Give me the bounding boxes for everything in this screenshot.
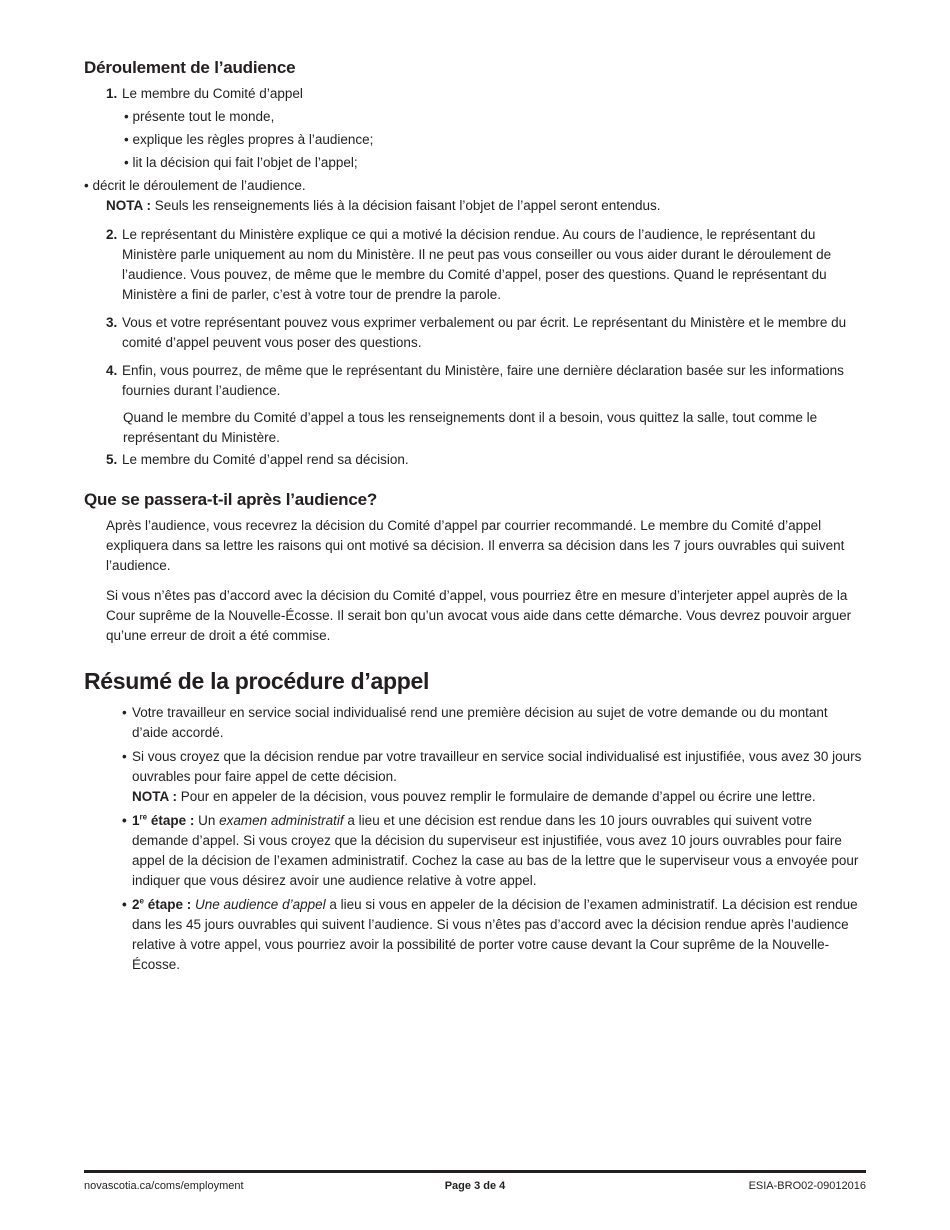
step-3-text: Vous et votre représentant pouvez vous exprimer verbalement ou par écrit. Le représentant du Ministère et le membre du comité d’appel peuvent vous poser des questions. xyxy=(122,315,847,350)
step-4 xyxy=(84,361,866,401)
nota-label: NOTA : xyxy=(106,198,151,213)
step-5 xyxy=(84,450,866,470)
summary-item-body xyxy=(132,811,866,891)
step-4-number: 4. xyxy=(106,363,118,378)
after-hearing-paragraph-2: Si vous n’êtes pas d’accord avec la décision du Comité d’appel, vous pourriez être en mesure d’interjeter appel auprès de la Cour suprême de la Nouvelle-Écosse. Il serait bon qu’un avocat vous aide dans cette démarche. Vous devrez pouvoir arguer qu’une erreur de droit a été commise. xyxy=(106,588,852,643)
page-content xyxy=(84,58,866,979)
step-3-number: 3. xyxy=(106,315,118,330)
step-1 xyxy=(84,84,866,104)
nota-text: Seuls les renseignements liés à la décision faisant l’objet de l’appel seront entendus. xyxy=(151,198,661,213)
step-label xyxy=(132,897,191,912)
step-5-number: 5. xyxy=(106,452,118,467)
summary-text-post: a lieu si vous en appeler de la décision de l’examen administratif. La décision est rendue dans les 45 jours ouvrables qui suivent l’audience. Si vous n’êtes pas d’accord avec la décision rendue après l’audience relative à votre appel, vous pourriez avoir la possibilité de porter votre cause devant la Cour suprême de la Nouvelle-Écosse. xyxy=(132,897,858,972)
step-3 xyxy=(84,313,866,353)
step-5-text: Le membre du Comité d’appel rend sa décision. xyxy=(122,452,409,467)
step-label-number: 1 xyxy=(132,813,140,828)
step-label-rest: étape : xyxy=(143,897,192,912)
step-1-bullet: • lit la décision qui fait l’objet de l’appel; xyxy=(124,155,358,170)
summary-text-pre: Un xyxy=(194,813,220,828)
step-label-suffix: e xyxy=(139,896,144,906)
summary-item xyxy=(84,895,866,975)
section-title-after-hearing: Que se passera-t-il après l’audience? xyxy=(84,490,378,509)
step-2-text: Le représentant du Ministère explique ce qui a motivé la décision rendue. Au cours de l’audience, le représentant du Ministère parle uniquement au nom du Ministère. Il ne peut pas vous conseiller ou vous aider durant le déroulement de l’audience. Vous pouvez, de même que le membre du Comité d’appel, poser des questions. Quand le représentant du Ministère a fini de parler, c’est à votre tour de prendre la parole. xyxy=(122,227,832,302)
section-title-hearing: Déroulement de l’audience xyxy=(84,58,296,77)
step-1-last-bullet: • décrit le déroulement de l’audience. xyxy=(84,178,306,193)
nota-text: Pour en appeler de la décision, vous pouvez remplir le formulaire de demande d’appel ou écrire une lettre. xyxy=(177,789,816,804)
summary-item-text: Si vous croyez que la décision rendue par votre travailleur en service social individualisé est injustifiée, vous avez 30 jours ouvrables pour faire appel de cette décision. xyxy=(132,749,862,784)
bullet-icon: • xyxy=(122,705,127,720)
step-label-rest: étape : xyxy=(147,813,195,828)
after-hearing-paragraph-1: Après l’audience, vous recevrez la décision du Comité d’appel par courrier recommandé. Le membre du Comité d’appel expliquera dans sa lettre les raisons qui ont motivé sa décision. Il enverra sa décision dans les 7 jours ouvrables qui suivent l’audience. xyxy=(106,518,845,573)
step-label-number: 2 xyxy=(132,897,140,912)
footer-divider xyxy=(84,1170,866,1173)
step-2-number: 2. xyxy=(106,227,118,242)
nota-label: NOTA : xyxy=(132,789,177,804)
footer-document-code: ESIA-BRO02-09012016 xyxy=(748,1180,866,1192)
step-4-extra: Quand le membre du Comité d’appel a tous les renseignements dont il a besoin, vous quittez la salle, tout comme le représentant du Ministère. xyxy=(123,410,818,445)
summary-item-body xyxy=(132,747,866,807)
step-label-suffix: re xyxy=(139,812,148,822)
summary-item xyxy=(84,747,866,807)
step-1-bullet: • explique les règles propres à l’audience; xyxy=(124,132,374,147)
footer-page-number: Page 3 de 4 xyxy=(444,1180,506,1192)
step-1-text: Le membre du Comité d’appel xyxy=(122,86,303,101)
bullet-icon: • xyxy=(122,749,127,764)
summary-text-post: a lieu et une décision est rendue dans les 10 jours ouvrables qui suivent votre demande d’appel. Si vous croyez que la décision du superviseur est injustifiée, vous avez 10 jours ouvrables pour faire appel de la décision de l’examen administratif. Cochez la case au bas de la lettre que le superviseur vous a envoyée pour indiquer que vous désirez avoir une audience relative à votre appel. xyxy=(132,813,859,888)
step-4-text: Enfin, vous pourrez, de même que le représentant du Ministère, faire une dernière déclaration basée sur les informations fournies durant l’audience. xyxy=(122,363,844,398)
step-1-number: 1. xyxy=(106,86,118,101)
bullet-icon: • xyxy=(122,897,127,912)
summary-text-emphasis: examen administratif xyxy=(219,813,344,828)
summary-item-body xyxy=(132,895,866,975)
footer-url[interactable]: novascotia.ca/coms/employment xyxy=(84,1180,244,1192)
section-title-summary: Résumé de la procédure d’appel xyxy=(84,668,430,694)
step-1-bullet: • présente tout le monde, xyxy=(124,109,275,124)
summary-text-emphasis: Une audience d’appel xyxy=(195,897,326,912)
step-label xyxy=(132,813,194,828)
summary-item xyxy=(84,703,866,743)
summary-item-text: Votre travailleur en service social individualisé rend une première décision au sujet de votre demande ou du montant d’aide accordé. xyxy=(132,705,828,740)
step-2 xyxy=(84,225,866,305)
step-1-nota xyxy=(84,196,866,216)
bullet-icon: • xyxy=(122,813,127,828)
summary-item xyxy=(84,811,866,891)
